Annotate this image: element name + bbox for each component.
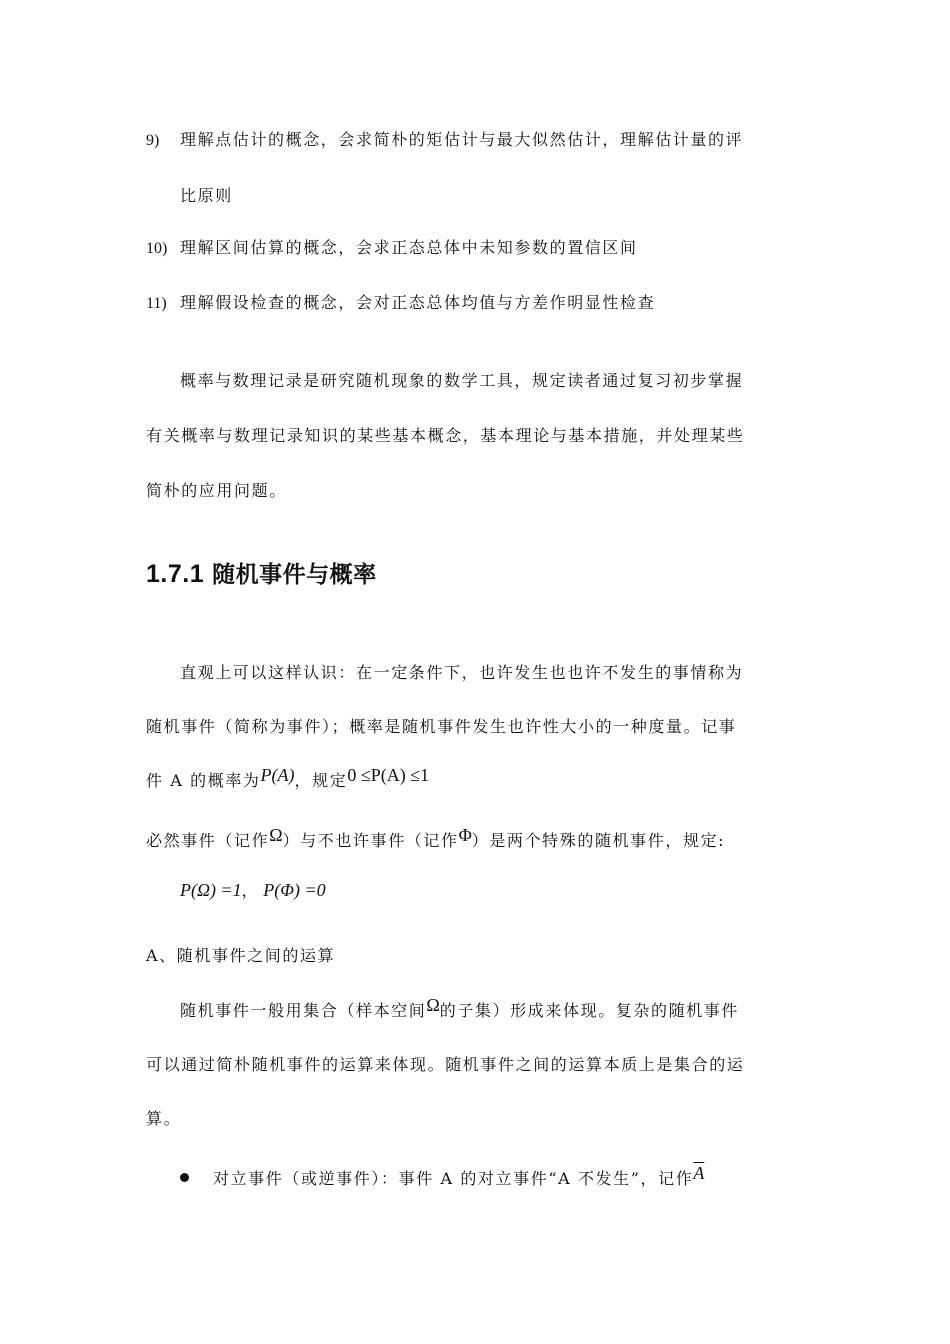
paragraph-line: 算。 [146,1109,182,1128]
section-title: 随机事件与概率 [212,562,377,588]
omega-symbol: Ω [269,825,283,845]
probability-axioms-formula: P(Ω) =1， P(Φ) =0 [180,880,326,900]
paragraph-line: 随机事件一般用集合（样本空间Ω的子集）形成来体现。复杂的随机事件 [180,995,739,1020]
special-events-paragraph: 必然事件（记作Ω）与不也许事件（记作Φ）是两个特殊的随机事件，规定: [146,825,726,850]
paragraph-line: 件 A 的概率为P(A)，规定0 ≤P(A) ≤1 [146,765,430,790]
list-text: 理解点估计的概念，会求简朴的矩估计与最大似然估计，理解估计量的评 [180,130,744,149]
list-item-11 [146,290,655,313]
paragraph-line: 有关概率与数理记录知识的某些基本概念，基本理论与基本措施，并处理某些 [146,426,745,445]
paragraph-line: 简朴的应用问题。 [146,481,287,500]
list-text-continuation: 比原则 [180,186,233,205]
section-number: 1.7.1 [146,560,205,588]
list-number: 9) [146,132,160,149]
paragraph-line: 概率与数理记录是研究随机现象的数学工具，规定读者通过复习初步掌握 [180,371,744,390]
section-heading [146,556,377,589]
probability-formula: P(A) [260,765,295,785]
phi-symbol: Φ [458,825,472,845]
paragraph-line: 直观上可以这样认识：在一定条件下，也许发生也也许不发生的事情称为 [180,663,744,682]
list-item-10 [146,235,638,258]
list-text: 理解假设检查的概念，会对正态总体均值与方差作明显性检查 [180,293,656,312]
list-text: 理解区间估算的概念，会求正态总体中未知参数的置信区间 [180,238,638,257]
bullet-item [180,1163,705,1189]
sub-heading: A、随机事件之间的运算 [146,946,336,965]
complement-symbol: $\overline{A}$ [693,1163,705,1183]
paragraph-line: 可以通过简朴随机事件的运算来体现。随机事件之间的运算本质上是集合的运 [146,1055,745,1074]
bullet-text: 对立事件（或逆事件）：事件 A 的对立事件“A 不发生”，记作 [213,1169,694,1188]
omega-symbol: Ω [426,995,440,1015]
bullet-icon [180,1173,189,1182]
list-number: 10) [146,240,168,257]
list-number: 11) [146,295,167,312]
paragraph-line: 随机事件（简称为事件）；概率是随机事件发生也许性大小的一种度量。记事 [146,717,737,736]
probability-range-formula: 0 ≤P(A) ≤1 [347,765,430,785]
